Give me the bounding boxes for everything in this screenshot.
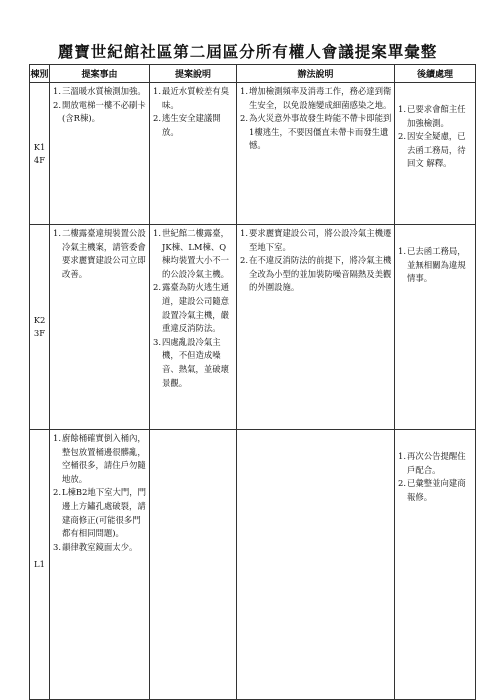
item-number: 2. [398, 131, 406, 142]
table-row [30, 225, 476, 430]
area-cell [30, 430, 50, 700]
followup-cell [395, 430, 476, 700]
item-number: 1. [240, 86, 248, 96]
item-text: 再次公告提醒住戶配合。 [407, 451, 466, 475]
list-item [153, 227, 234, 281]
item-number: 2. [153, 113, 161, 124]
list-item [53, 85, 147, 99]
item-text: 開放電梯一樓不必刷卡(含R棟)。 [62, 99, 146, 124]
header-description: 提案說明 [150, 65, 237, 83]
desc-list [150, 225, 236, 392]
item-text: 三溫暖水質檢測加強。 [62, 86, 146, 96]
item-number: 3. [153, 336, 161, 347]
item-text: 在不違反消防法的前提下，將冷氣主機全改為小型的並加裝防噪音隔熱及美觀的外圍設施。 [249, 255, 392, 293]
area-code: L1 [34, 559, 45, 569]
desc-list [150, 83, 236, 141]
list-item [53, 432, 147, 486]
reason-cell [50, 430, 150, 700]
method-cell [237, 430, 395, 700]
item-number: 1. [53, 228, 61, 238]
item-text: 二樓露臺違規裝置公設冷氣主機案，請管委會要求麗寶建設公司立即改善。 [62, 228, 146, 279]
method-cell [237, 225, 395, 430]
area-code: 3F [33, 328, 46, 338]
method-cell [237, 83, 395, 225]
followup-cell [395, 225, 476, 430]
list-item [53, 486, 147, 540]
list-item [153, 281, 234, 335]
method-list [237, 83, 394, 155]
list-item [240, 85, 392, 112]
description-cell [150, 83, 237, 225]
item-text: 已彙整並向建商報修。 [407, 478, 466, 502]
followup-list [395, 83, 475, 173]
followup-list [395, 430, 475, 506]
description-cell [150, 430, 237, 700]
reason-cell [50, 225, 150, 430]
item-text: 最近水質較差有臭味。 [162, 86, 229, 110]
item-text: 因安全疑慮，已去函工務局，待回文 解釋。 [407, 131, 466, 169]
list-item [240, 112, 392, 153]
followup-cell [395, 83, 476, 225]
item-number: 2. [53, 99, 61, 110]
header-method: 辦法說明 [237, 65, 395, 83]
item-text: 四處亂設冷氣主機，不但造成噪音、熱氣，並破壞景觀。 [162, 336, 229, 388]
item-number: 2. [240, 255, 248, 266]
item-number: 2. [398, 478, 406, 489]
list-item [53, 541, 147, 555]
followup-list [395, 225, 475, 288]
method-list [237, 225, 394, 297]
list-item [398, 450, 473, 477]
header-reason: 提案事由 [50, 65, 150, 83]
list-item [153, 336, 234, 390]
table-header-row [30, 65, 476, 83]
area-cell [30, 83, 50, 225]
item-number: 1. [153, 86, 161, 96]
item-number: 1. [53, 86, 61, 96]
list-item [240, 254, 392, 295]
header-area: 棟別 [30, 65, 50, 83]
proposal-table [29, 64, 476, 700]
item-number: 1. [153, 228, 161, 238]
reason-list [50, 83, 149, 128]
description-cell [150, 225, 237, 430]
page-title: 麗寶世紀館社區第二屆區分所有權人會議提案單彙整 [57, 43, 438, 61]
area-cell [30, 225, 50, 430]
item-number: 1. [398, 451, 406, 461]
table-row [30, 430, 476, 700]
list-item [398, 130, 473, 171]
list-item [153, 112, 234, 139]
list-item [153, 85, 234, 112]
item-text: 已要求會館主任加強檢測。 [407, 104, 466, 128]
area-code: 4F [33, 154, 46, 165]
item-text: 要求麗寶建設公司，將公設冷氣主機遷至地下室。 [249, 228, 392, 252]
item-number: 1. [398, 104, 406, 114]
header-followup: 後續處理 [395, 65, 476, 83]
list-item [398, 245, 473, 286]
item-number: 3. [53, 541, 61, 552]
list-item [53, 227, 147, 281]
item-text: 露臺為防火逃生通道，建設公司隨意設置冷氣主機，嚴重違反消防法。 [162, 282, 229, 334]
item-number: 2. [240, 113, 248, 124]
list-item [53, 99, 147, 126]
item-number: 1. [53, 433, 61, 443]
item-text: 增加檢測頻率及消毒工作，務必達到衛生安全，以免設施變成細菌感染之地。 [249, 86, 392, 110]
item-number: 2. [53, 487, 61, 498]
list-item [398, 477, 473, 504]
item-number: 2. [153, 282, 161, 293]
area-code: K2 [33, 315, 46, 325]
item-text: 韻律教室鏡面太少。 [62, 541, 138, 552]
item-text: 廚餘桶確實倒入桶內，整包放置桶邊很髒亂，空桶很多，請住戶勿隨地放。 [62, 433, 146, 484]
item-text: 世紀館二樓露臺，JK棟、LM棟、Q棟均裝置大小不一的公設冷氣主機。 [162, 228, 229, 279]
list-item [240, 227, 392, 254]
reason-list [50, 430, 149, 556]
item-number: 1. [398, 246, 406, 256]
item-text: 逃生安全建議開放。 [162, 113, 221, 137]
item-text: L棟B2地下室大門，門邊上方鏽孔處破裂，請建商修正(可能很多門都有相同問題)。 [62, 487, 147, 539]
table-row [30, 83, 476, 225]
item-number: 1. [240, 228, 248, 238]
item-text: 為火災意外事故發生時能不帶卡即能到1樓逃生，不要因僵直未帶卡而發生遺憾。 [249, 113, 392, 151]
reason-list [50, 225, 149, 283]
area-code: K1 [33, 141, 46, 152]
list-item [398, 103, 473, 130]
item-text: 已去函工務局，並無相關為違規情事。 [407, 246, 466, 284]
reason-cell [50, 83, 150, 225]
